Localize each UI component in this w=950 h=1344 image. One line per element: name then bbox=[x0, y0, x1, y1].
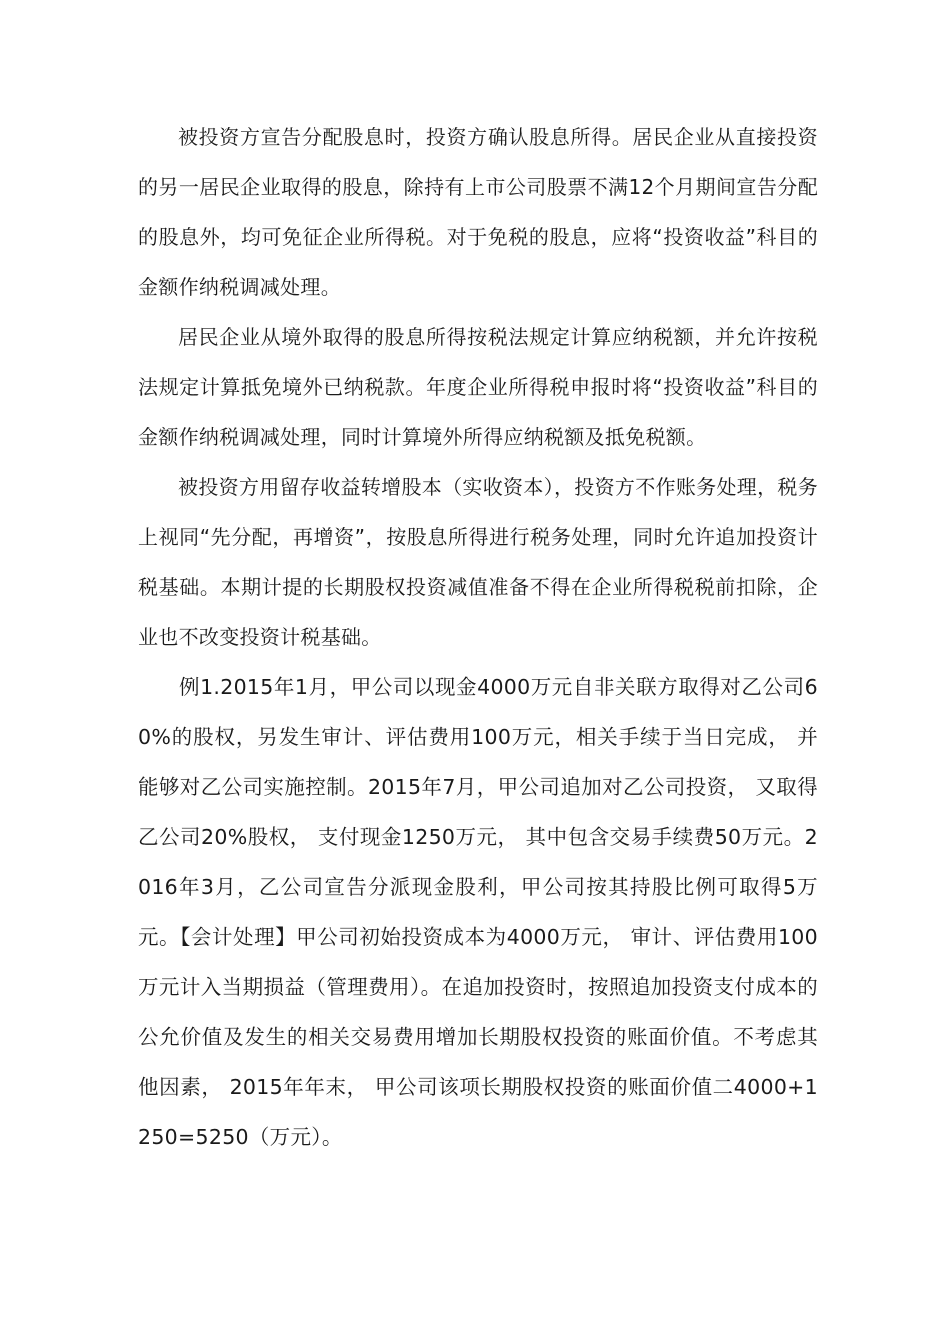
document-page bbox=[138, 112, 818, 1162]
paragraph-dividend-recognition: 被投资方宣告分配股息时，投资方确认股息所得。居民企业从直接投资的另一居民企业取得的股息，除持有上市公司股票不满12个月期间宣告分配的股息外，均可免征企业所得税。对于免税的股息，应将“投资收益”科目的金额作纳税调减处理。 bbox=[138, 125, 818, 299]
paragraph-example-1: 例1.2015年1月，甲公司以现金4000万元自非关联方取得对乙公司60%的股权，另发生审计、评估费用100万元，相关手续于当日完成， 并能够对乙公司实施控制。2015年7月，甲公司追加对乙公司投资， 又取得乙公司20%股权， 支付现金1250万元， 其中包含交易手续费50万元。2016年3月，乙公司宣告分派现金股利，甲公司按其持股比例可取得5万元。【会计处理】甲公司初始投资成本为4000万元， 审计、评估费用100万元计入当期损益（管理费用）。在追加投资时，按照追加投资支付成本的公允价值及发生的相关交易费用增加长期股权投资的账面价值。不考虑其他因素， 2015年年末， 甲公司该项长期股权投资的账面价值二4000+1250=5250（万元）。 bbox=[138, 675, 818, 1149]
paragraph-retained-earnings: 被投资方用留存收益转增股本（实收资本），投资方不作账务处理，税务上视同“先分配，再增资”，按股息所得进行税务处理，同时允许追加投资计税基础。本期计提的长期股权投资减值准备不得在企业所得税税前扣除，企业也不改变投资计税基础。 bbox=[138, 475, 818, 649]
paragraph-foreign-dividend: 居民企业从境外取得的股息所得按税法规定计算应纳税额，并允许按税法规定计算抵免境外已纳税款。年度企业所得税申报时将“投资收益”科目的金额作纳税调减处理，同时计算境外所得应纳税额及抵免税额。 bbox=[138, 325, 818, 449]
